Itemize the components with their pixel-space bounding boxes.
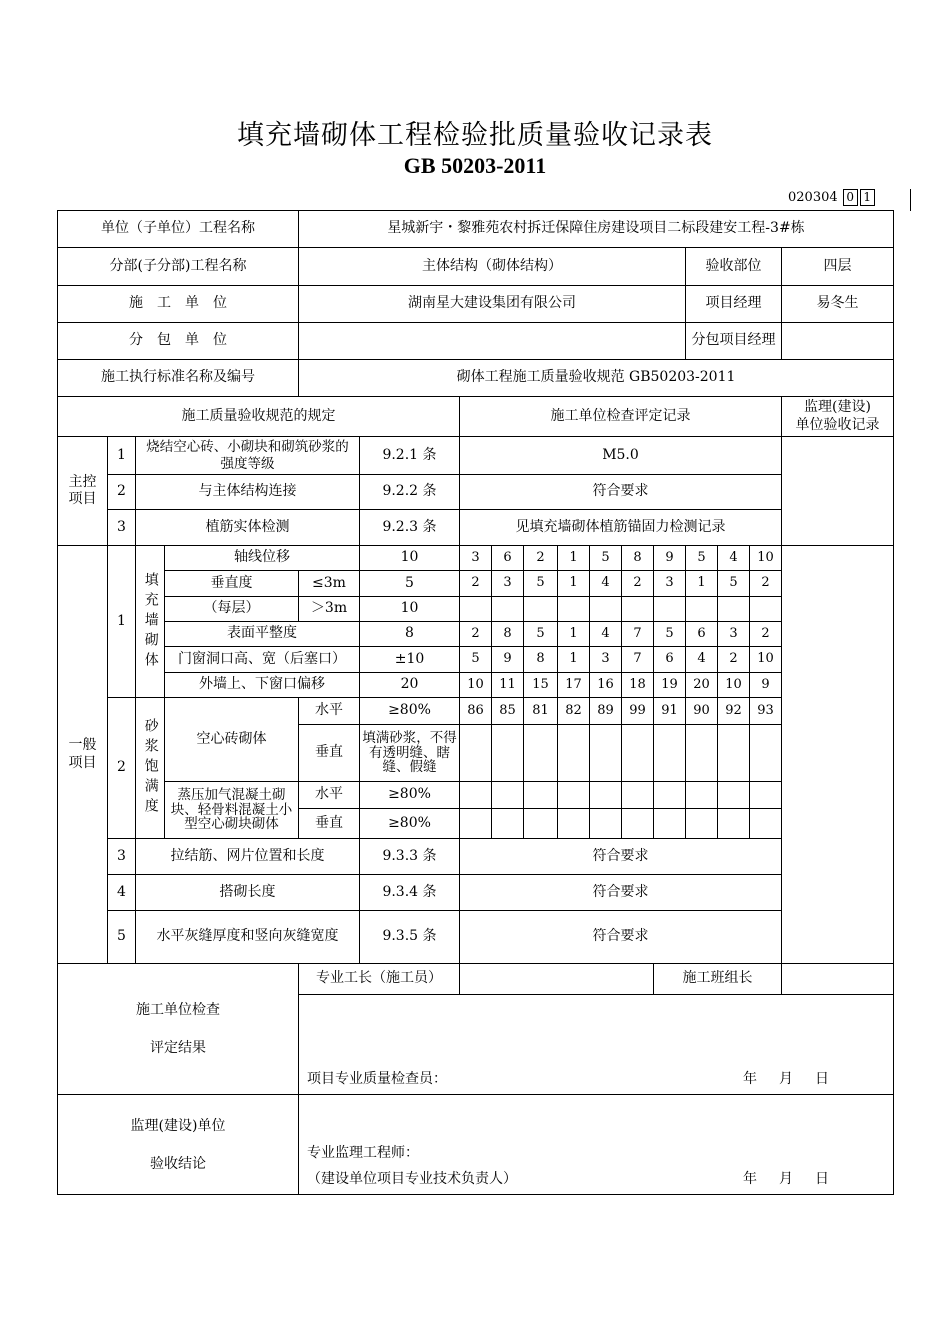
- check-day: 日: [815, 1070, 829, 1087]
- row5-std: ±10: [360, 647, 460, 673]
- row3-value-3: [524, 597, 558, 622]
- mc3-clause: 9.2.3 条: [360, 510, 460, 546]
- aerated-h-value-4: [558, 782, 590, 809]
- std-value: 砌体工程施工质量验收规范 GB50203-2011: [299, 360, 894, 397]
- standard-number: GB 50203-2011: [403, 153, 547, 178]
- std-label: 施工执行标准名称及编号: [58, 360, 299, 397]
- row-check-head: [58, 964, 894, 995]
- hollow-v-std: 填满砂浆，不得有透明缝、瞎缝、假缝: [360, 725, 460, 782]
- row4-value-3: 5: [524, 622, 558, 647]
- row3-std: 10: [360, 597, 460, 622]
- gi3-no: 3: [108, 839, 136, 875]
- aerated-h-value-10: [750, 782, 782, 809]
- hollow-h-value-5: 89: [590, 698, 622, 725]
- g1-label-text: 填充墙砌体: [142, 571, 159, 672]
- row3-value-7: [654, 597, 686, 622]
- row4-value-1: 2: [460, 622, 492, 647]
- hollow-v-value-2: [492, 725, 524, 782]
- row-gi4: [58, 875, 894, 911]
- row3-name: （每层）: [165, 597, 299, 622]
- g1-no: 1: [108, 546, 136, 698]
- gi4-result: 符合要求: [460, 875, 782, 911]
- hollow-v-value-6: [622, 725, 654, 782]
- hollow-h-value-3: 81: [524, 698, 558, 725]
- form-code-box-1: 0: [843, 189, 858, 206]
- row5-value-7: 6: [654, 647, 686, 673]
- row2-value-6: 2: [622, 571, 654, 597]
- check-result-text: [58, 991, 298, 1067]
- row6-value-6: 18: [622, 673, 654, 698]
- row5-value-9: 2: [718, 647, 750, 673]
- aerated-v-value-1: [460, 809, 492, 839]
- unit-value: 星城新宇・黎雅苑农村拆迁保障住房建设项目二标段建安工程-3#栋: [299, 211, 894, 248]
- aerated-h-value-1: [460, 782, 492, 809]
- pm-label: 项目经理: [686, 286, 782, 323]
- row5-value-6: 7: [622, 647, 654, 673]
- row-g1-3: [58, 597, 894, 622]
- row-supervision: [58, 1095, 894, 1195]
- aerated-v-value-9: [718, 809, 750, 839]
- row1-value-8: 5: [686, 546, 718, 571]
- general-supervision: [782, 546, 894, 964]
- row-g1-1: [58, 546, 894, 571]
- sub-value: [299, 323, 686, 360]
- inspector-line: [307, 1071, 885, 1089]
- contractor-value: 湖南星大建设集团有限公司: [299, 286, 686, 323]
- row-gi3: [58, 839, 894, 875]
- row1-value-10: 10: [750, 546, 782, 571]
- row6-value-9: 10: [718, 673, 750, 698]
- contractor-label: 施 工 单 位: [58, 286, 299, 323]
- g2-label-text: 砂浆饱满度: [142, 718, 159, 818]
- owner-label: （建设单位项目专业技术负责人）: [307, 1170, 517, 1187]
- row1-value-5: 5: [590, 546, 622, 571]
- gi4-name: 搭砌长度: [136, 875, 360, 911]
- gi4-clause: 9.3.4 条: [360, 875, 460, 911]
- row-unit: [58, 211, 894, 248]
- gi4-no: 4: [108, 875, 136, 911]
- row3-value-1: [460, 597, 492, 622]
- hollow-v-value-3: [524, 725, 558, 782]
- col-spec: 施工质量验收规范的规定: [58, 397, 460, 437]
- foreman-value: [460, 964, 654, 995]
- row4-value-2: 8: [492, 622, 524, 647]
- row5-value-3: 8: [524, 647, 558, 673]
- row6-value-5: 16: [590, 673, 622, 698]
- hollow-v-value-1: [460, 725, 492, 782]
- aerated-v-value-7: [654, 809, 686, 839]
- hollow-h-value-8: 90: [686, 698, 718, 725]
- team-value: [782, 964, 894, 995]
- col-check: 施工单位检查评定记录: [460, 397, 782, 437]
- engineer-label: 专业监理工程师：: [307, 1145, 419, 1161]
- sup-day: 日: [815, 1170, 829, 1187]
- row5-value-1: 5: [460, 647, 492, 673]
- frame-line: [910, 189, 911, 211]
- mc2-clause: 9.2.2 条: [360, 475, 460, 510]
- gi5-result: 符合要求: [460, 911, 782, 964]
- row-g1-4: [58, 622, 894, 647]
- form-code-prefix: 020304: [788, 190, 838, 205]
- mc2-no: 2: [108, 475, 136, 510]
- supervision-text: [58, 1107, 298, 1183]
- row3-value-8: [686, 597, 718, 622]
- hollow-h-value-6: 99: [622, 698, 654, 725]
- sup-year: 年: [743, 1170, 757, 1187]
- row1-value-4: 1: [558, 546, 590, 571]
- row2-value-8: 1: [686, 571, 718, 597]
- hollow-h-value-10: 93: [750, 698, 782, 725]
- gi3-result: 符合要求: [460, 839, 782, 875]
- check-month: 月: [779, 1070, 793, 1087]
- row2-value-4: 1: [558, 571, 590, 597]
- row1-value-1: 3: [460, 546, 492, 571]
- sub-pm-label: 分包项目经理: [686, 323, 782, 360]
- aerated-v-value-5: [590, 809, 622, 839]
- supervision-line1: 监理(建设)单位: [130, 1117, 226, 1134]
- unit-label: 单位（子单位）工程名称: [58, 211, 299, 248]
- row-mc1: [58, 437, 894, 475]
- aerated-v-std: ≥80%: [360, 809, 460, 839]
- row3-value-6: [622, 597, 654, 622]
- hollow-h-value-4: 82: [558, 698, 590, 725]
- row4-name: 表面平整度: [165, 622, 360, 647]
- row3-sub: ＞3m: [299, 597, 360, 622]
- hollow-v-value-10: [750, 725, 782, 782]
- row6-name: 外墙上、下窗口偏移: [165, 673, 360, 698]
- aerated-v-label: 垂直: [299, 809, 360, 839]
- row3-value-10: [750, 597, 782, 622]
- row6-value-2: 11: [492, 673, 524, 698]
- form-code: [788, 189, 875, 206]
- row4-value-4: 1: [558, 622, 590, 647]
- aerated-h-std: ≥80%: [360, 782, 460, 809]
- check-line1: 施工单位检查: [136, 1002, 220, 1018]
- row6-value-8: 20: [686, 673, 718, 698]
- row5-value-4: 1: [558, 647, 590, 673]
- aerated-h-value-2: [492, 782, 524, 809]
- aerated-v-value-6: [622, 809, 654, 839]
- row1-name: 轴线位移: [165, 546, 360, 571]
- aerated-name: 蒸压加气混凝土砌块、轻骨料混凝土小型空心砌块砌体: [165, 782, 299, 839]
- row2-std: 5: [360, 571, 460, 597]
- gi3-clause: 9.3.3 条: [360, 839, 460, 875]
- gi5-clause: 9.3.5 条: [360, 911, 460, 964]
- g2-no: 2: [108, 698, 136, 839]
- g2-label: [136, 698, 165, 839]
- row3-value-9: [718, 597, 750, 622]
- gi5-no: 5: [108, 911, 136, 964]
- aerated-v-value-8: [686, 809, 718, 839]
- supervision-label: [58, 1095, 299, 1195]
- sub-label: 分 包 单 位: [58, 323, 299, 360]
- row-g2-1: [58, 698, 894, 725]
- row4-value-9: 3: [718, 622, 750, 647]
- row6-value-10: 9: [750, 673, 782, 698]
- check-result-body: [299, 995, 894, 1095]
- check-year: 年: [743, 1070, 757, 1087]
- hollow-name: 空心砖砌体: [165, 698, 299, 782]
- supervision-line2: 验收结论: [150, 1155, 206, 1172]
- row-columns: [58, 397, 894, 437]
- row3-value-5: [590, 597, 622, 622]
- general-text: 一般项目: [68, 737, 97, 771]
- row4-value-10: 2: [750, 622, 782, 647]
- hollow-v-value-5: [590, 725, 622, 782]
- gi3-name: 拉结筋、网片位置和长度: [136, 839, 360, 875]
- sup-month: 月: [779, 1170, 793, 1187]
- row-g1-2: [58, 571, 894, 597]
- row5-value-10: 10: [750, 647, 782, 673]
- aerated-v-value-3: [524, 809, 558, 839]
- mc2-name: 与主体结构连接: [136, 475, 360, 510]
- row6-std: 20: [360, 673, 460, 698]
- row4-value-5: 4: [590, 622, 622, 647]
- team-label: 施工班组长: [654, 964, 782, 995]
- sub-pm-value: [782, 323, 894, 360]
- hollow-h-value-7: 91: [654, 698, 686, 725]
- row-gi5: [58, 911, 894, 964]
- row1-value-9: 4: [718, 546, 750, 571]
- check-line2: 评定结果: [150, 1040, 206, 1056]
- row6-value-3: 15: [524, 673, 558, 698]
- row-mc3: [58, 510, 894, 546]
- inspector-label: 项目专业质量检查员：: [307, 1070, 447, 1087]
- form-code-box-2: 1: [860, 189, 875, 206]
- mc3-no: 3: [108, 510, 136, 546]
- gi5-name: 水平灰缝厚度和竖向灰缝宽度: [136, 911, 360, 964]
- row2-value-5: 4: [590, 571, 622, 597]
- row2-value-10: 2: [750, 571, 782, 597]
- row4-value-8: 6: [686, 622, 718, 647]
- mc1-clause: 9.2.1 条: [360, 437, 460, 475]
- row5-name: 门窗洞口高、宽（后塞口）: [165, 647, 360, 673]
- pm-value: 易冬生: [782, 286, 894, 323]
- main-control-label: [58, 437, 108, 546]
- g1-label: [136, 546, 165, 698]
- mc3-result: 见填充墙砌体植筋锚固力检测记录: [460, 510, 782, 546]
- row2-name: 垂直度: [165, 571, 299, 597]
- row-g1-5: [58, 647, 894, 673]
- row6-value-4: 17: [558, 673, 590, 698]
- aerated-h-value-6: [622, 782, 654, 809]
- aerated-h-value-9: [718, 782, 750, 809]
- mc1-name: 烧结空心砖、小砌块和砌筑砂浆的强度等级: [136, 437, 360, 475]
- aerated-h-value-3: [524, 782, 558, 809]
- aerated-v-value-2: [492, 809, 524, 839]
- hollow-v-value-8: [686, 725, 718, 782]
- foreman-label: 专业工长（施工员）: [299, 964, 460, 995]
- accept-part-label: 验收部位: [686, 248, 782, 286]
- inspection-form: [57, 210, 894, 1195]
- row-mc2: [58, 475, 894, 510]
- row1-std: 10: [360, 546, 460, 571]
- row2-sub: ≤3m: [299, 571, 360, 597]
- row4-value-6: 7: [622, 622, 654, 647]
- check-result-label: [58, 964, 299, 1095]
- hollow-v-value-9: [718, 725, 750, 782]
- main-control-text: 主控项目: [68, 473, 97, 507]
- row6-value-1: 10: [460, 673, 492, 698]
- row4-std: 8: [360, 622, 460, 647]
- hollow-v-value-7: [654, 725, 686, 782]
- col-supervision-l2: 单位验收记录: [795, 416, 880, 433]
- form-title: 填充墙砌体工程检验批质量验收记录表: [237, 120, 713, 151]
- row-contractor: [58, 286, 894, 323]
- row-g2-3: [58, 782, 894, 809]
- division-value: 主体结构（砌体结构）: [299, 248, 686, 286]
- hollow-h-label: 水平: [299, 698, 360, 725]
- aerated-h-value-7: [654, 782, 686, 809]
- row-division: [58, 248, 894, 286]
- mc1-result: M5.0: [460, 437, 782, 475]
- row-sub: [58, 323, 894, 360]
- row-g1-6: [58, 673, 894, 698]
- hollow-h-std: ≥80%: [360, 698, 460, 725]
- accept-part-value: 四层: [782, 248, 894, 286]
- row2-value-9: 5: [718, 571, 750, 597]
- aerated-v-value-10: [750, 809, 782, 839]
- aerated-h-label: 水平: [299, 782, 360, 809]
- division-label: 分部(子分部)工程名称: [58, 248, 299, 286]
- row-std: [58, 360, 894, 397]
- row5-value-8: 4: [686, 647, 718, 673]
- hollow-h-value-9: 92: [718, 698, 750, 725]
- row3-value-2: [492, 597, 524, 622]
- col-supervision: [782, 397, 894, 437]
- aerated-h-value-5: [590, 782, 622, 809]
- hollow-v-value-4: [558, 725, 590, 782]
- row1-value-7: 9: [654, 546, 686, 571]
- hollow-v-label: 垂直: [299, 725, 360, 782]
- row1-value-2: 6: [492, 546, 524, 571]
- row1-value-3: 2: [524, 546, 558, 571]
- general-label: [58, 546, 108, 964]
- row2-value-7: 3: [654, 571, 686, 597]
- supervision-body: [299, 1095, 894, 1195]
- aerated-h-value-8: [686, 782, 718, 809]
- mc3-name: 植筋实体检测: [136, 510, 360, 546]
- row1-value-6: 8: [622, 546, 654, 571]
- col-supervision-l1: 监理(建设): [804, 399, 871, 415]
- hollow-h-value-2: 85: [492, 698, 524, 725]
- row5-value-2: 9: [492, 647, 524, 673]
- hollow-h-value-1: 86: [460, 698, 492, 725]
- row2-value-3: 5: [524, 571, 558, 597]
- row3-value-4: [558, 597, 590, 622]
- row6-value-7: 19: [654, 673, 686, 698]
- row5-value-5: 3: [590, 647, 622, 673]
- owner-line: [307, 1171, 885, 1189]
- row2-value-2: 3: [492, 571, 524, 597]
- mc-supervision: [782, 437, 894, 546]
- mc2-result: 符合要求: [460, 475, 782, 510]
- mc1-no: 1: [108, 437, 136, 475]
- row2-value-1: 2: [460, 571, 492, 597]
- aerated-v-value-4: [558, 809, 590, 839]
- row4-value-7: 5: [654, 622, 686, 647]
